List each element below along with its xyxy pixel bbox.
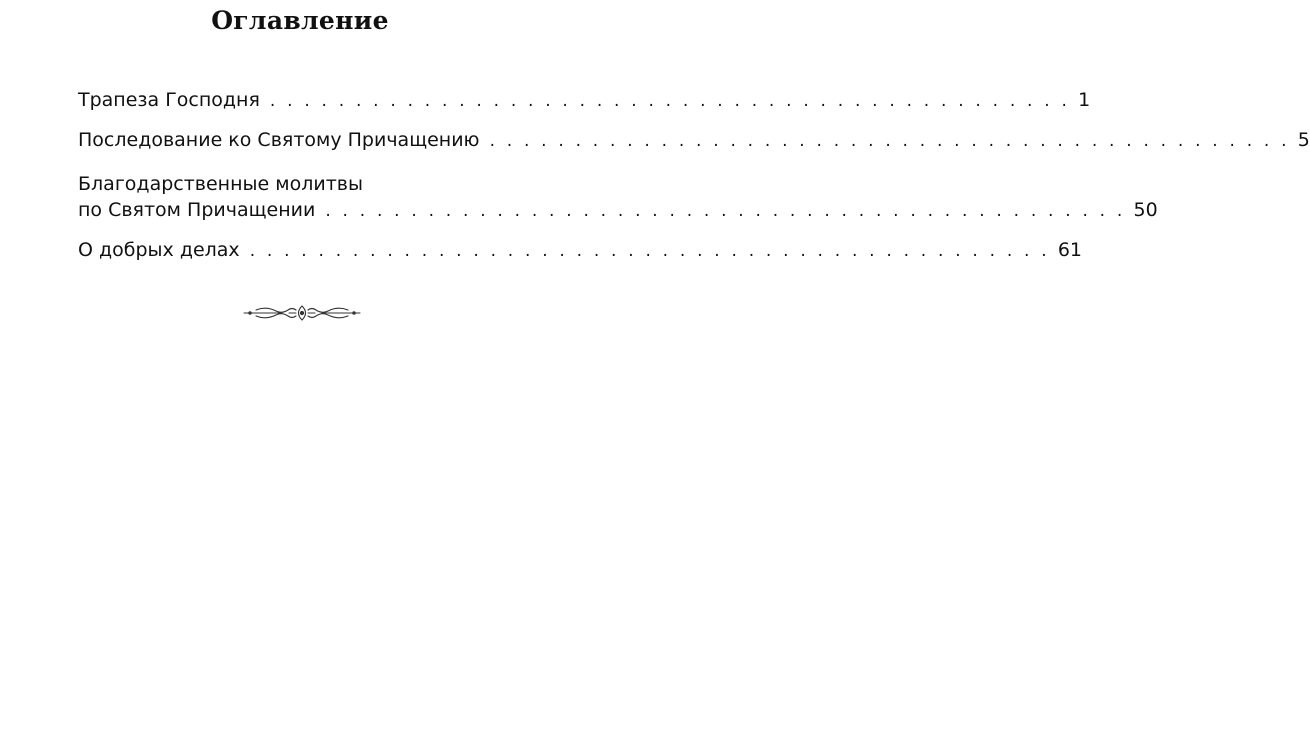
ornamental-divider-icon — [242, 303, 362, 323]
toc-page-number: 1 — [1078, 89, 1091, 111]
dot-leader: . . . . . . . . . . . . . . . . . . . . . . . . . . . . . . . . . . . . . . . . . . . . . . . — [489, 131, 1290, 151]
toc-entry-title: О добрых делах — [78, 239, 240, 261]
toc-entry-title: по Святом Причащении — [78, 199, 316, 221]
dot-leader: . . . . . . . . . . . . . . . . . . . . . . . . . . . . . . . . . . . . . . . . . . . . . . . — [325, 201, 1126, 221]
toc-page-number: 61 — [1057, 239, 1083, 261]
toc-entry[interactable] — [78, 198, 1158, 223]
dot-leader: . . . . . . . . . . . . . . . . . . . . . . . . . . . . . . . . . . . . . . . . . . . . . . . — [269, 91, 1071, 111]
toc-page-number: 50 — [1133, 199, 1158, 221]
dot-leader: . . . . . . . . . . . . . . . . . . . . . . . . . . . . . . . . . . . . . . . . . . . . . . . — [249, 241, 1050, 261]
page-title: Оглавление — [211, 6, 389, 35]
toc-entry[interactable] — [78, 238, 1083, 263]
toc-entry-title-line1: Благодарственные молитвы — [78, 173, 363, 195]
toc-entry[interactable] — [78, 88, 1091, 113]
toc-entry-title: Трапеза Господня — [78, 89, 260, 111]
toc-entry[interactable] — [78, 128, 1310, 153]
toc-page-number: 5 — [1297, 129, 1310, 151]
toc-entry-title: Последование ко Святому Причащению — [78, 129, 480, 151]
